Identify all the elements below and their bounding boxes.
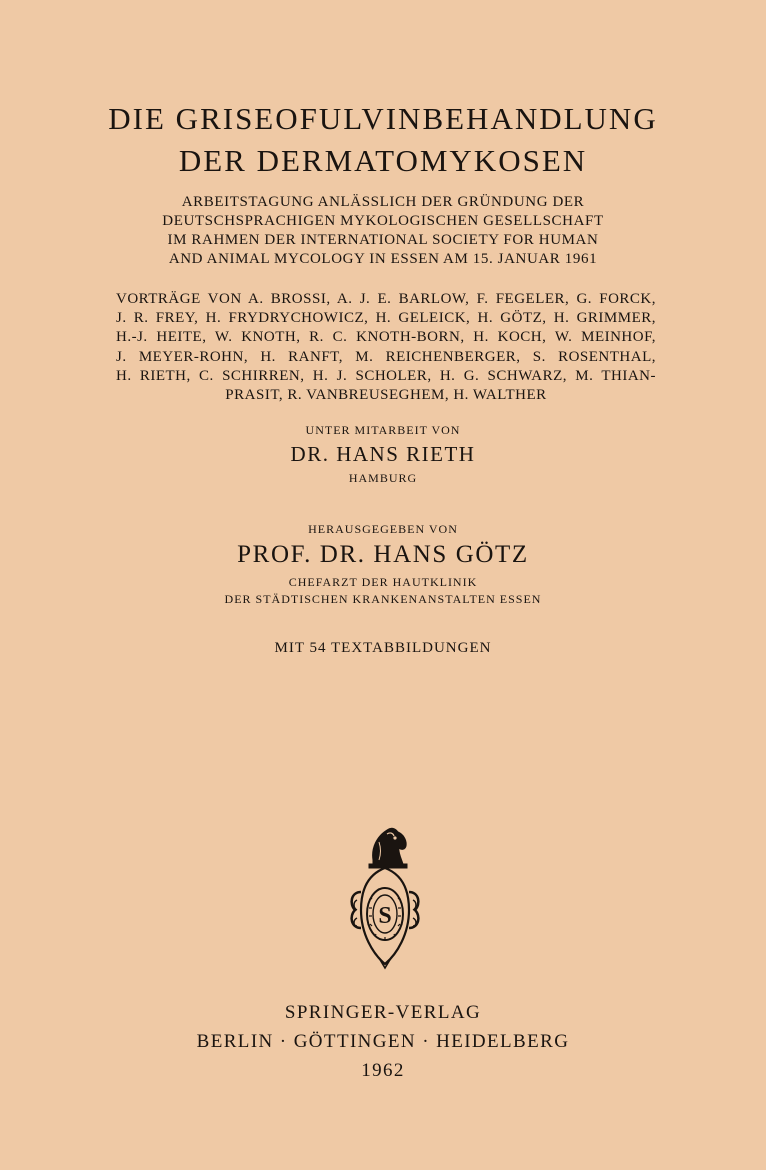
collaborator-city: HAMBURG <box>348 471 418 485</box>
publisher-block <box>0 998 766 1085</box>
book-title-line-2: DER DERMATOMYKOSEN <box>178 143 588 178</box>
publication-year: 1962 <box>361 1060 405 1081</box>
conference-description <box>0 193 766 269</box>
editor-name: PROF. DR. HANS GÖTZ <box>237 541 529 568</box>
publisher-name: SPRINGER-VERLAG <box>284 1002 482 1023</box>
editor-label: HERAUSGEGEBEN VON <box>308 522 458 536</box>
publisher-cities: BERLIN · GÖTTINGEN · HEIDELBERG <box>196 1031 570 1052</box>
conference-line-3: IM RAHMEN DER INTERNATIONAL SOCIETY FOR HUMAN <box>167 232 599 248</box>
springer-horse-emblem-icon <box>343 822 427 972</box>
speaker-line-5: H. RIETH, C. SCHIRREN, H. J. SCHOLER, H. G. SCHWARZ, M. THIAN- <box>116 367 656 384</box>
editor-affiliation <box>0 574 766 608</box>
speaker-line-3: H.-J. HEITE, W. KNOTH, R. C. KNOTH-BORN, H. KOCH, W. MEINHOF, <box>116 329 656 346</box>
emblem-letter: S <box>378 903 392 929</box>
book-title <box>0 98 766 182</box>
conference-line-2: DEUTSCHSPRACHIGEN MYKOLOGISCHEN GESELLSCHAFT <box>162 213 604 229</box>
speaker-list <box>116 290 656 405</box>
editor-affiliation-line-1: CHEFARZT DER HAUTKLINIK <box>288 575 478 589</box>
collaboration-label: UNTER MITARBEIT VON <box>305 423 461 437</box>
conference-line-4: AND ANIMAL MYCOLOGY IN ESSEN AM 15. JANUAR 1961 <box>168 251 598 267</box>
collaborator-name: DR. HANS RIETH <box>290 442 476 466</box>
speaker-line-1: VORTRÄGE VON A. BROSSI, A. J. E. BARLOW, F. FEGELER, G. FORCK, <box>116 291 656 307</box>
speaker-line-2: J. R. FREY, H. FRYDRYCHOWICZ, H. GELEICK, H. GÖTZ, H. GRIMMER, <box>116 310 656 327</box>
figures-note: MIT 54 TEXTABBILDUNGEN <box>274 640 492 656</box>
speaker-line-4: J. MEYER-ROHN, H. RANFT, M. REICHENBERGER, S. ROSENTHAL, <box>116 348 656 365</box>
book-title-line-1: DIE GRISEOFULVINBEHANDLUNG <box>108 101 658 136</box>
conference-line-1: ARBEITSTAGUNG ANLÄSSLICH DER GRÜNDUNG DER <box>181 194 585 210</box>
editor-affiliation-line-2: DER STÄDTISCHEN KRANKENANSTALTEN ESSEN <box>224 592 542 606</box>
speaker-line-6: PRASIT, R. VANBREUSEGHEM, H. WALTHER <box>225 387 547 404</box>
